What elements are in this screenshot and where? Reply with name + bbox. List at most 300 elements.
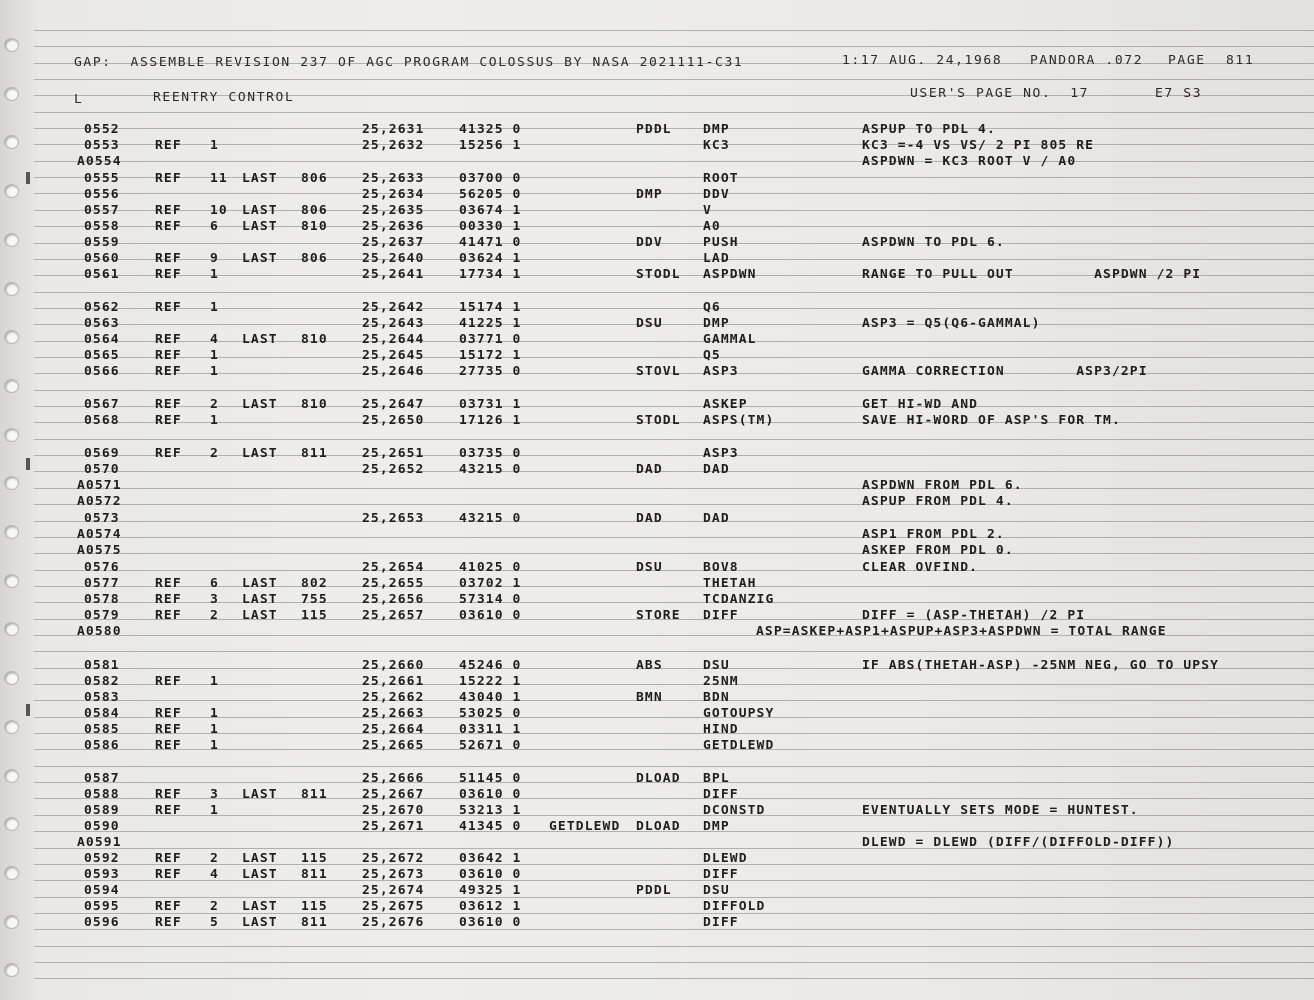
octal-code: 03731 1 — [459, 397, 522, 412]
last-page: 115 — [301, 851, 328, 866]
comment: ASP=ASKEP+ASP1+ASPUP+ASP3+ASPDWN = TOTAL RANGE — [756, 624, 1167, 639]
sequence-number: 0558 — [84, 219, 120, 234]
sequence-number: 0590 — [84, 819, 120, 834]
ref-count: 1 — [210, 738, 219, 753]
operand: HIND — [703, 722, 739, 737]
operand: TCDANZIG — [703, 592, 775, 607]
operand: DMP — [703, 316, 730, 331]
operand: Q6 — [703, 300, 721, 315]
last-keyword: LAST — [242, 219, 278, 234]
sequence-number: 0567 — [84, 397, 120, 412]
location-label: GETDLEWD — [549, 819, 621, 834]
ref-keyword: REF — [155, 446, 182, 461]
sequence-number: 0566 — [84, 364, 120, 379]
octal-code: 15256 1 — [459, 138, 522, 153]
ref-count: 6 — [210, 576, 219, 591]
sequence-number: 0581 — [84, 658, 120, 673]
ref-count: 1 — [210, 300, 219, 315]
section-code: L — [74, 92, 84, 107]
sequence-number: A0580 — [77, 624, 122, 639]
binder-hole — [4, 38, 19, 52]
comment: ASPDWN TO PDL 6. — [862, 235, 1005, 250]
operand: GOTOUPSY — [703, 706, 775, 721]
last-page: 810 — [301, 219, 328, 234]
sequence-number: 0565 — [84, 348, 120, 363]
operand: ROOT — [703, 171, 739, 186]
ref-count: 6 — [210, 219, 219, 234]
binder-hole — [4, 866, 19, 880]
octal-code: 41345 0 — [459, 819, 522, 834]
last-page: 811 — [301, 787, 328, 802]
memory-address: 25,2676 — [362, 915, 425, 930]
binder-hole — [4, 87, 19, 101]
last-keyword: LAST — [242, 787, 278, 802]
memory-address: 25,2660 — [362, 658, 425, 673]
octal-code: 03700 0 — [459, 171, 522, 186]
comment: RANGE TO PULL OUT ASPDWN /2 PI — [862, 267, 1202, 282]
margin-mark — [26, 704, 30, 716]
binder-hole — [4, 574, 19, 588]
last-keyword: LAST — [242, 899, 278, 914]
memory-address: 25,2647 — [362, 397, 425, 412]
operand: DAD — [703, 511, 730, 526]
opcode: DAD — [636, 511, 663, 526]
ref-count: 1 — [210, 138, 219, 153]
octal-code: 27735 0 — [459, 364, 522, 379]
octal-code: 03642 1 — [459, 851, 522, 866]
operand: V — [703, 203, 712, 218]
comment: ASKEP FROM PDL 0. — [862, 543, 1014, 558]
sequence-number: 0561 — [84, 267, 120, 282]
last-keyword: LAST — [242, 608, 278, 623]
operand: A0 — [703, 219, 721, 234]
memory-address: 25,2631 — [362, 122, 425, 137]
memory-address: 25,2641 — [362, 267, 425, 282]
sequence-number: A0574 — [77, 527, 122, 542]
octal-code: 41025 0 — [459, 560, 522, 575]
ref-keyword: REF — [155, 851, 182, 866]
octal-code: 45246 0 — [459, 658, 522, 673]
octal-code: 56205 0 — [459, 187, 522, 202]
operand: DAD — [703, 462, 730, 477]
last-keyword: LAST — [242, 332, 278, 347]
memory-address: 25,2650 — [362, 413, 425, 428]
operand: DCONSTD — [703, 803, 766, 818]
memory-address: 25,2633 — [362, 171, 425, 186]
sequence-number: 0563 — [84, 316, 120, 331]
sequence-number: A0571 — [77, 478, 122, 493]
users-page-number: USER'S PAGE NO. 17 — [910, 86, 1090, 101]
sequence-number: A0554 — [77, 154, 122, 169]
sequence-number: A0575 — [77, 543, 122, 558]
sequence-number: 0556 — [84, 187, 120, 202]
sequence-number: 0594 — [84, 883, 120, 898]
comment: SAVE HI-WORD OF ASP'S FOR TM. — [862, 413, 1121, 428]
binder-hole — [4, 184, 19, 198]
opcode: DSU — [636, 560, 663, 575]
sequence-number: 0576 — [84, 560, 120, 575]
ref-count: 5 — [210, 915, 219, 930]
octal-code: 03674 1 — [459, 203, 522, 218]
comment: DLEWD = DLEWD (DIFF/(DIFFOLD-DIFF)) — [862, 835, 1175, 850]
octal-code: 53213 1 — [459, 803, 522, 818]
octal-code: 41225 1 — [459, 316, 522, 331]
memory-address: 25,2671 — [362, 819, 425, 834]
memory-address: 25,2643 — [362, 316, 425, 331]
sequence-number: 0587 — [84, 771, 120, 786]
memory-address: 25,2664 — [362, 722, 425, 737]
memory-address: 25,2640 — [362, 251, 425, 266]
binder-hole — [4, 135, 19, 149]
ref-keyword: REF — [155, 899, 182, 914]
last-page: 810 — [301, 332, 328, 347]
last-page: 811 — [301, 915, 328, 930]
opcode: STODL — [636, 267, 681, 282]
operand: ASP3 — [703, 364, 739, 379]
sequence-number: 0586 — [84, 738, 120, 753]
memory-address: 25,2662 — [362, 690, 425, 705]
operand: LAD — [703, 251, 730, 266]
octal-code: 03610 0 — [459, 915, 522, 930]
operand: DMP — [703, 819, 730, 834]
last-keyword: LAST — [242, 592, 278, 607]
sequence-number: 0585 — [84, 722, 120, 737]
ref-keyword: REF — [155, 219, 182, 234]
binder-hole — [4, 769, 19, 783]
opcode: STODL — [636, 413, 681, 428]
opcode: DSU — [636, 316, 663, 331]
octal-code: 41471 0 — [459, 235, 522, 250]
memory-address: 25,2666 — [362, 771, 425, 786]
margin-mark — [26, 172, 30, 184]
module-tag: E7 S3 — [1155, 86, 1203, 101]
ref-keyword: REF — [155, 203, 182, 218]
octal-code: 00330 1 — [459, 219, 522, 234]
ref-keyword: REF — [155, 787, 182, 802]
comment: ASPDWN FROM PDL 6. — [862, 478, 1023, 493]
ref-keyword: REF — [155, 674, 182, 689]
sequence-number: 0582 — [84, 674, 120, 689]
last-keyword: LAST — [242, 251, 278, 266]
memory-address: 25,2654 — [362, 560, 425, 575]
sequence-number: 0579 — [84, 608, 120, 623]
ref-count: 3 — [210, 787, 219, 802]
last-keyword: LAST — [242, 446, 278, 461]
sequence-number: 0578 — [84, 592, 120, 607]
memory-address: 25,2661 — [362, 674, 425, 689]
opcode: PDDL — [636, 122, 672, 137]
memory-address: 25,2636 — [362, 219, 425, 234]
octal-code: 17734 1 — [459, 267, 522, 282]
ref-count: 1 — [210, 348, 219, 363]
ref-keyword: REF — [155, 576, 182, 591]
assembly-header: GAP: ASSEMBLE REVISION 237 OF AGC PROGRAM COLOSSUS BY NASA 2021111-C31 — [74, 55, 744, 70]
memory-address: 25,2637 — [362, 235, 425, 250]
comment: ASPUP TO PDL 4. — [862, 122, 996, 137]
memory-address: 25,2635 — [362, 203, 425, 218]
comment: IF ABS(THETAH-ASP) -25NM NEG, GO TO UPSY — [862, 658, 1220, 673]
comment: ASP3 = Q5(Q6-GAMMAL) — [862, 316, 1041, 331]
operand: DMP — [703, 122, 730, 137]
memory-address: 25,2646 — [362, 364, 425, 379]
last-keyword: LAST — [242, 171, 278, 186]
last-keyword: LAST — [242, 576, 278, 591]
binder-hole — [4, 622, 19, 636]
operand: 25NM — [703, 674, 739, 689]
sequence-number: 0560 — [84, 251, 120, 266]
sequence-number: 0553 — [84, 138, 120, 153]
ref-keyword: REF — [155, 171, 182, 186]
operand: DSU — [703, 658, 730, 673]
last-keyword: LAST — [242, 915, 278, 930]
sequence-number: 0593 — [84, 867, 120, 882]
sequence-number: 0573 — [84, 511, 120, 526]
sequence-number: A0572 — [77, 494, 122, 509]
opcode: DDV — [636, 235, 663, 250]
opcode: PDDL — [636, 883, 672, 898]
ref-count: 1 — [210, 674, 219, 689]
comment: DIFF = (ASP-THETAH) /2 PI — [862, 608, 1086, 623]
octal-code: 03771 0 — [459, 332, 522, 347]
last-page: 802 — [301, 576, 328, 591]
operand: DIFF — [703, 867, 739, 882]
ref-keyword: REF — [155, 348, 182, 363]
opcode: DMP — [636, 187, 663, 202]
sequence-number: 0584 — [84, 706, 120, 721]
operand: PUSH — [703, 235, 739, 250]
binder-hole — [4, 963, 19, 977]
memory-address: 25,2665 — [362, 738, 425, 753]
octal-code: 52671 0 — [459, 738, 522, 753]
octal-code: 03311 1 — [459, 722, 522, 737]
operand: ASKEP — [703, 397, 748, 412]
sequence-number: 0564 — [84, 332, 120, 347]
memory-address: 25,2645 — [362, 348, 425, 363]
system-name: PANDORA .072 — [1030, 53, 1144, 68]
ref-keyword: REF — [155, 915, 182, 930]
comment: ASPUP FROM PDL 4. — [862, 494, 1014, 509]
octal-code: 03624 1 — [459, 251, 522, 266]
sequence-number: 0596 — [84, 915, 120, 930]
last-page: 806 — [301, 203, 328, 218]
octal-code: 57314 0 — [459, 592, 522, 607]
operand: ASPS(TM) — [703, 413, 775, 428]
comment: GAMMA CORRECTION ASP3/2PI — [862, 364, 1148, 379]
ref-count: 1 — [210, 722, 219, 737]
opcode: STORE — [636, 608, 681, 623]
octal-code: 03612 1 — [459, 899, 522, 914]
operand: DIFFOLD — [703, 899, 766, 914]
ref-keyword: REF — [155, 300, 182, 315]
ref-keyword: REF — [155, 397, 182, 412]
ref-count: 4 — [210, 332, 219, 347]
memory-address: 25,2657 — [362, 608, 425, 623]
comment: KC3 =-4 VS VS/ 2 PI 805 RE — [862, 138, 1095, 153]
operand: DIFF — [703, 915, 739, 930]
octal-code: 43215 0 — [459, 462, 522, 477]
octal-code: 53025 0 — [459, 706, 522, 721]
ref-keyword: REF — [155, 867, 182, 882]
ref-count: 11 — [210, 171, 228, 186]
memory-address: 25,2656 — [362, 592, 425, 607]
octal-code: 15172 1 — [459, 348, 522, 363]
ref-count: 1 — [210, 413, 219, 428]
memory-address: 25,2652 — [362, 462, 425, 477]
last-keyword: LAST — [242, 851, 278, 866]
ref-keyword: REF — [155, 738, 182, 753]
ref-count: 2 — [210, 608, 219, 623]
ref-count: 2 — [210, 851, 219, 866]
memory-address: 25,2651 — [362, 446, 425, 461]
sequence-number: 0583 — [84, 690, 120, 705]
last-page: 755 — [301, 592, 328, 607]
ref-count: 1 — [210, 364, 219, 379]
sequence-number: 0559 — [84, 235, 120, 250]
ref-keyword: REF — [155, 608, 182, 623]
ref-count: 3 — [210, 592, 219, 607]
ref-keyword: REF — [155, 803, 182, 818]
memory-address: 25,2670 — [362, 803, 425, 818]
ref-count: 2 — [210, 446, 219, 461]
octal-code: 17126 1 — [459, 413, 522, 428]
memory-address: 25,2655 — [362, 576, 425, 591]
binder-hole — [4, 817, 19, 831]
octal-code: 43215 0 — [459, 511, 522, 526]
octal-code: 03610 0 — [459, 608, 522, 623]
octal-code: 03610 0 — [459, 867, 522, 882]
comment: GET HI-WD AND — [862, 397, 979, 412]
sequence-number: 0562 — [84, 300, 120, 315]
last-page: 810 — [301, 397, 328, 412]
last-page: 811 — [301, 446, 328, 461]
binder-hole — [4, 525, 19, 539]
last-keyword: LAST — [242, 397, 278, 412]
last-page: 811 — [301, 867, 328, 882]
sequence-number: 0569 — [84, 446, 120, 461]
ref-keyword: REF — [155, 364, 182, 379]
page-number: 811 — [1226, 53, 1255, 68]
octal-code: 03610 0 — [459, 787, 522, 802]
comment: ASPDWN = KC3 ROOT V / A0 — [862, 154, 1077, 169]
ref-keyword: REF — [155, 413, 182, 428]
sequence-number: 0589 — [84, 803, 120, 818]
operand: DIFF — [703, 608, 739, 623]
ref-keyword: REF — [155, 332, 182, 347]
operand: Q5 — [703, 348, 721, 363]
last-keyword: LAST — [242, 867, 278, 882]
ref-count: 2 — [210, 397, 219, 412]
sequence-number: 0592 — [84, 851, 120, 866]
memory-address: 25,2675 — [362, 899, 425, 914]
memory-address: 25,2672 — [362, 851, 425, 866]
operand: GETDLEWD — [703, 738, 775, 753]
operand: ASP3 — [703, 446, 739, 461]
binder-hole — [4, 428, 19, 442]
memory-address: 25,2667 — [362, 787, 425, 802]
memory-address: 25,2642 — [362, 300, 425, 315]
binder-hole — [4, 671, 19, 685]
binder-hole — [4, 720, 19, 734]
ref-count: 1 — [210, 267, 219, 282]
ref-count: 4 — [210, 867, 219, 882]
comment: CLEAR OVFIND. — [862, 560, 979, 575]
binder-hole — [4, 330, 19, 344]
sequence-number: A0591 — [77, 835, 122, 850]
sequence-number: 0557 — [84, 203, 120, 218]
last-keyword: LAST — [242, 203, 278, 218]
section-title: REENTRY CONTROL — [153, 90, 295, 105]
memory-address: 25,2634 — [362, 187, 425, 202]
operand: BPL — [703, 771, 730, 786]
sequence-number: 0568 — [84, 413, 120, 428]
binder-hole — [4, 282, 19, 296]
opcode: BMN — [636, 690, 663, 705]
ref-count: 9 — [210, 251, 219, 266]
opcode: DAD — [636, 462, 663, 477]
memory-address: 25,2663 — [362, 706, 425, 721]
opcode: DLOAD — [636, 819, 681, 834]
binder-hole — [4, 915, 19, 929]
sequence-number: 0595 — [84, 899, 120, 914]
octal-code: 15222 1 — [459, 674, 522, 689]
ref-count: 10 — [210, 203, 228, 218]
octal-code: 43040 1 — [459, 690, 522, 705]
operand: DLEWD — [703, 851, 748, 866]
ref-keyword: REF — [155, 267, 182, 282]
memory-address: 25,2632 — [362, 138, 425, 153]
comment: EVENTUALLY SETS MODE = HUNTEST. — [862, 803, 1139, 818]
last-page: 115 — [301, 608, 328, 623]
binder-hole — [4, 233, 19, 247]
sequence-number: 0552 — [84, 122, 120, 137]
opcode: DLOAD — [636, 771, 681, 786]
operand: BDN — [703, 690, 730, 705]
operand: DIFF — [703, 787, 739, 802]
last-page: 806 — [301, 171, 328, 186]
operand: ASPDWN — [703, 267, 757, 282]
page-label: PAGE — [1168, 53, 1206, 68]
comment: ASP1 FROM PDL 2. — [862, 527, 1005, 542]
last-page: 115 — [301, 899, 328, 914]
operand: DSU — [703, 883, 730, 898]
sequence-number: 0577 — [84, 576, 120, 591]
memory-address: 25,2673 — [362, 867, 425, 882]
operand: KC3 — [703, 138, 730, 153]
sequence-number: 0570 — [84, 462, 120, 477]
ref-count: 2 — [210, 899, 219, 914]
ref-keyword: REF — [155, 138, 182, 153]
margin-mark — [26, 458, 30, 470]
binder-hole — [4, 379, 19, 393]
assembly-timestamp: 1:17 AUG. 24,1968 — [842, 53, 1003, 68]
ref-count: 1 — [210, 803, 219, 818]
ref-keyword: REF — [155, 592, 182, 607]
ref-keyword: REF — [155, 706, 182, 721]
memory-address: 25,2644 — [362, 332, 425, 347]
octal-code: 03735 0 — [459, 446, 522, 461]
octal-code: 51145 0 — [459, 771, 522, 786]
octal-code: 49325 1 — [459, 883, 522, 898]
operand: GAMMAL — [703, 332, 757, 347]
octal-code: 15174 1 — [459, 300, 522, 315]
ref-count: 1 — [210, 706, 219, 721]
opcode: ABS — [636, 658, 663, 673]
sequence-number: 0555 — [84, 171, 120, 186]
sequence-number: 0588 — [84, 787, 120, 802]
octal-code: 03702 1 — [459, 576, 522, 591]
operand: BOV8 — [703, 560, 739, 575]
binder-hole — [4, 476, 19, 490]
